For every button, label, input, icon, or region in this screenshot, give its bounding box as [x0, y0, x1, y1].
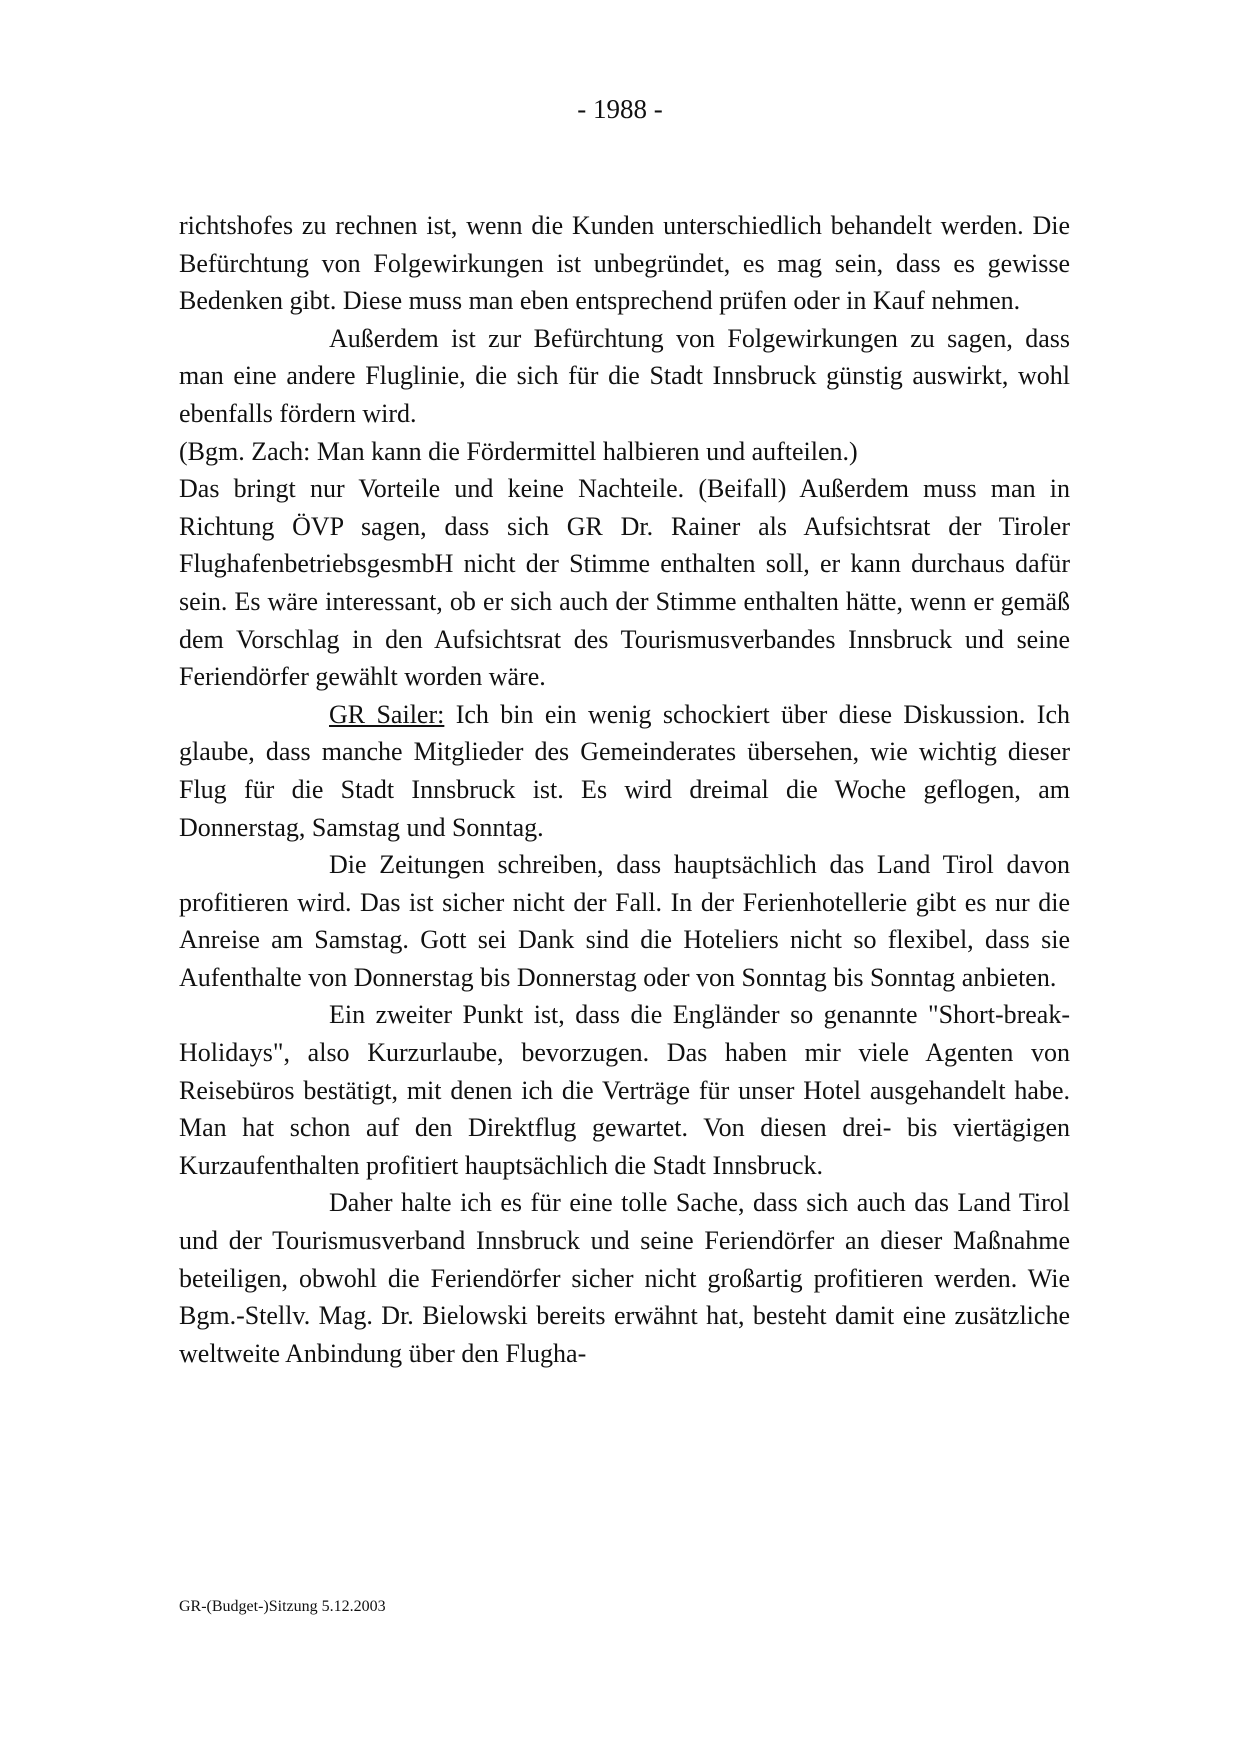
- page-number: - 1988 -: [577, 94, 663, 124]
- paragraph-6: Ein zweiter Punkt ist, dass die Engländer so genannte "Short-break-Holidays", also Kurzurlaube, bevorzugen. Das haben mir viele Agenten von Reisebüros bestätigt, mit denen ich die Verträge für unser Hotel ausgehandelt habe. Man hat schon auf den Direktflug gewartet. Von diesen drei- bis viertägigen Kurzaufenthalten profitiert hauptsächlich die Stadt Innsbruck.: [179, 1000, 1070, 1180]
- paragraph-1: richtshofes zu rechnen ist, wenn die Kunden unterschiedlich behandelt werden. Die Befürchtung von Folgewirkungen ist unbegründet, es mag sein, dass es gewisse Bedenken gibt. Diese muss man eben entsprechend prüfen oder in Kauf nehmen.: [179, 211, 1070, 316]
- paragraph-5: Die Zeitungen schreiben, dass hauptsächlich das Land Tirol davon profitieren wird. Das ist sicher nicht der Fall. In der Ferienhotellerie gibt es nur die Anreise am Samstag. Gott sei Dank sind die Hoteliers nicht so flexibel, dass sie Aufenthalte von Donnerstag bis Donnerstag oder von Sonntag bis Sonntag anbieten.: [179, 850, 1070, 992]
- paragraph-7: Daher halte ich es für eine tolle Sache, dass sich auch das Land Tirol und der Tourismusverband Innsbruck und seine Feriendörfer an dieser Maßnahme beteiligen, obwohl die Feriendörfer sicher nicht großartig profitieren werden. Wie Bgm.-Stellv. Mag. Dr. Bielowski bereits erwähnt hat, besteht damit eine zusätzliche weltweite Anbindung über den Flugha-: [179, 1188, 1070, 1368]
- paragraph-3: Das bringt nur Vorteile und keine Nachteile. (Beifall) Außerdem muss man in Richtung ÖVP sagen, dass sich GR Dr. Rainer als Aufsichtsrat der Tiroler FlughafenbetriebsgesmbH nicht der Stimme enthalten soll, er kann durchaus dafür sein. Es wäre interessant, ob er sich auch der Stimme enthalten hätte, wenn er gemäß dem Vorschlag in den Aufsichtsrat des Tourismusverbandes Innsbruck und seine Feriendörfer gewählt worden wäre.: [179, 474, 1070, 692]
- footer-session-label: GR-(Budget-)Sitzung 5.12.2003: [179, 1598, 386, 1615]
- paragraph-2: Außerdem ist zur Befürchtung von Folgewirkungen zu sagen, dass man eine andere Fluglinie, die sich für die Stadt Innsbruck günstig auswirkt, wohl ebenfalls fördern wird.: [179, 323, 1070, 428]
- speaker-name: GR Sailer:: [329, 699, 445, 729]
- interjection-zach: (Bgm. Zach: Man kann die Fördermittel halbieren und aufteilen.): [179, 436, 858, 466]
- paragraph-sailer-text: Ich bin ein wenig schockiert über diese Diskussion. Ich glaube, dass manche Mitglieder des Gemeinderates übersehen, wie wichtig dieser Flug für die Stadt Innsbruck ist. Es wird dreimal die Woche geflogen, am Donnerstag, Samstag und Sonntag.: [179, 699, 1070, 842]
- document-body: [179, 207, 1070, 1372]
- paragraph-sailer: [179, 696, 1070, 846]
